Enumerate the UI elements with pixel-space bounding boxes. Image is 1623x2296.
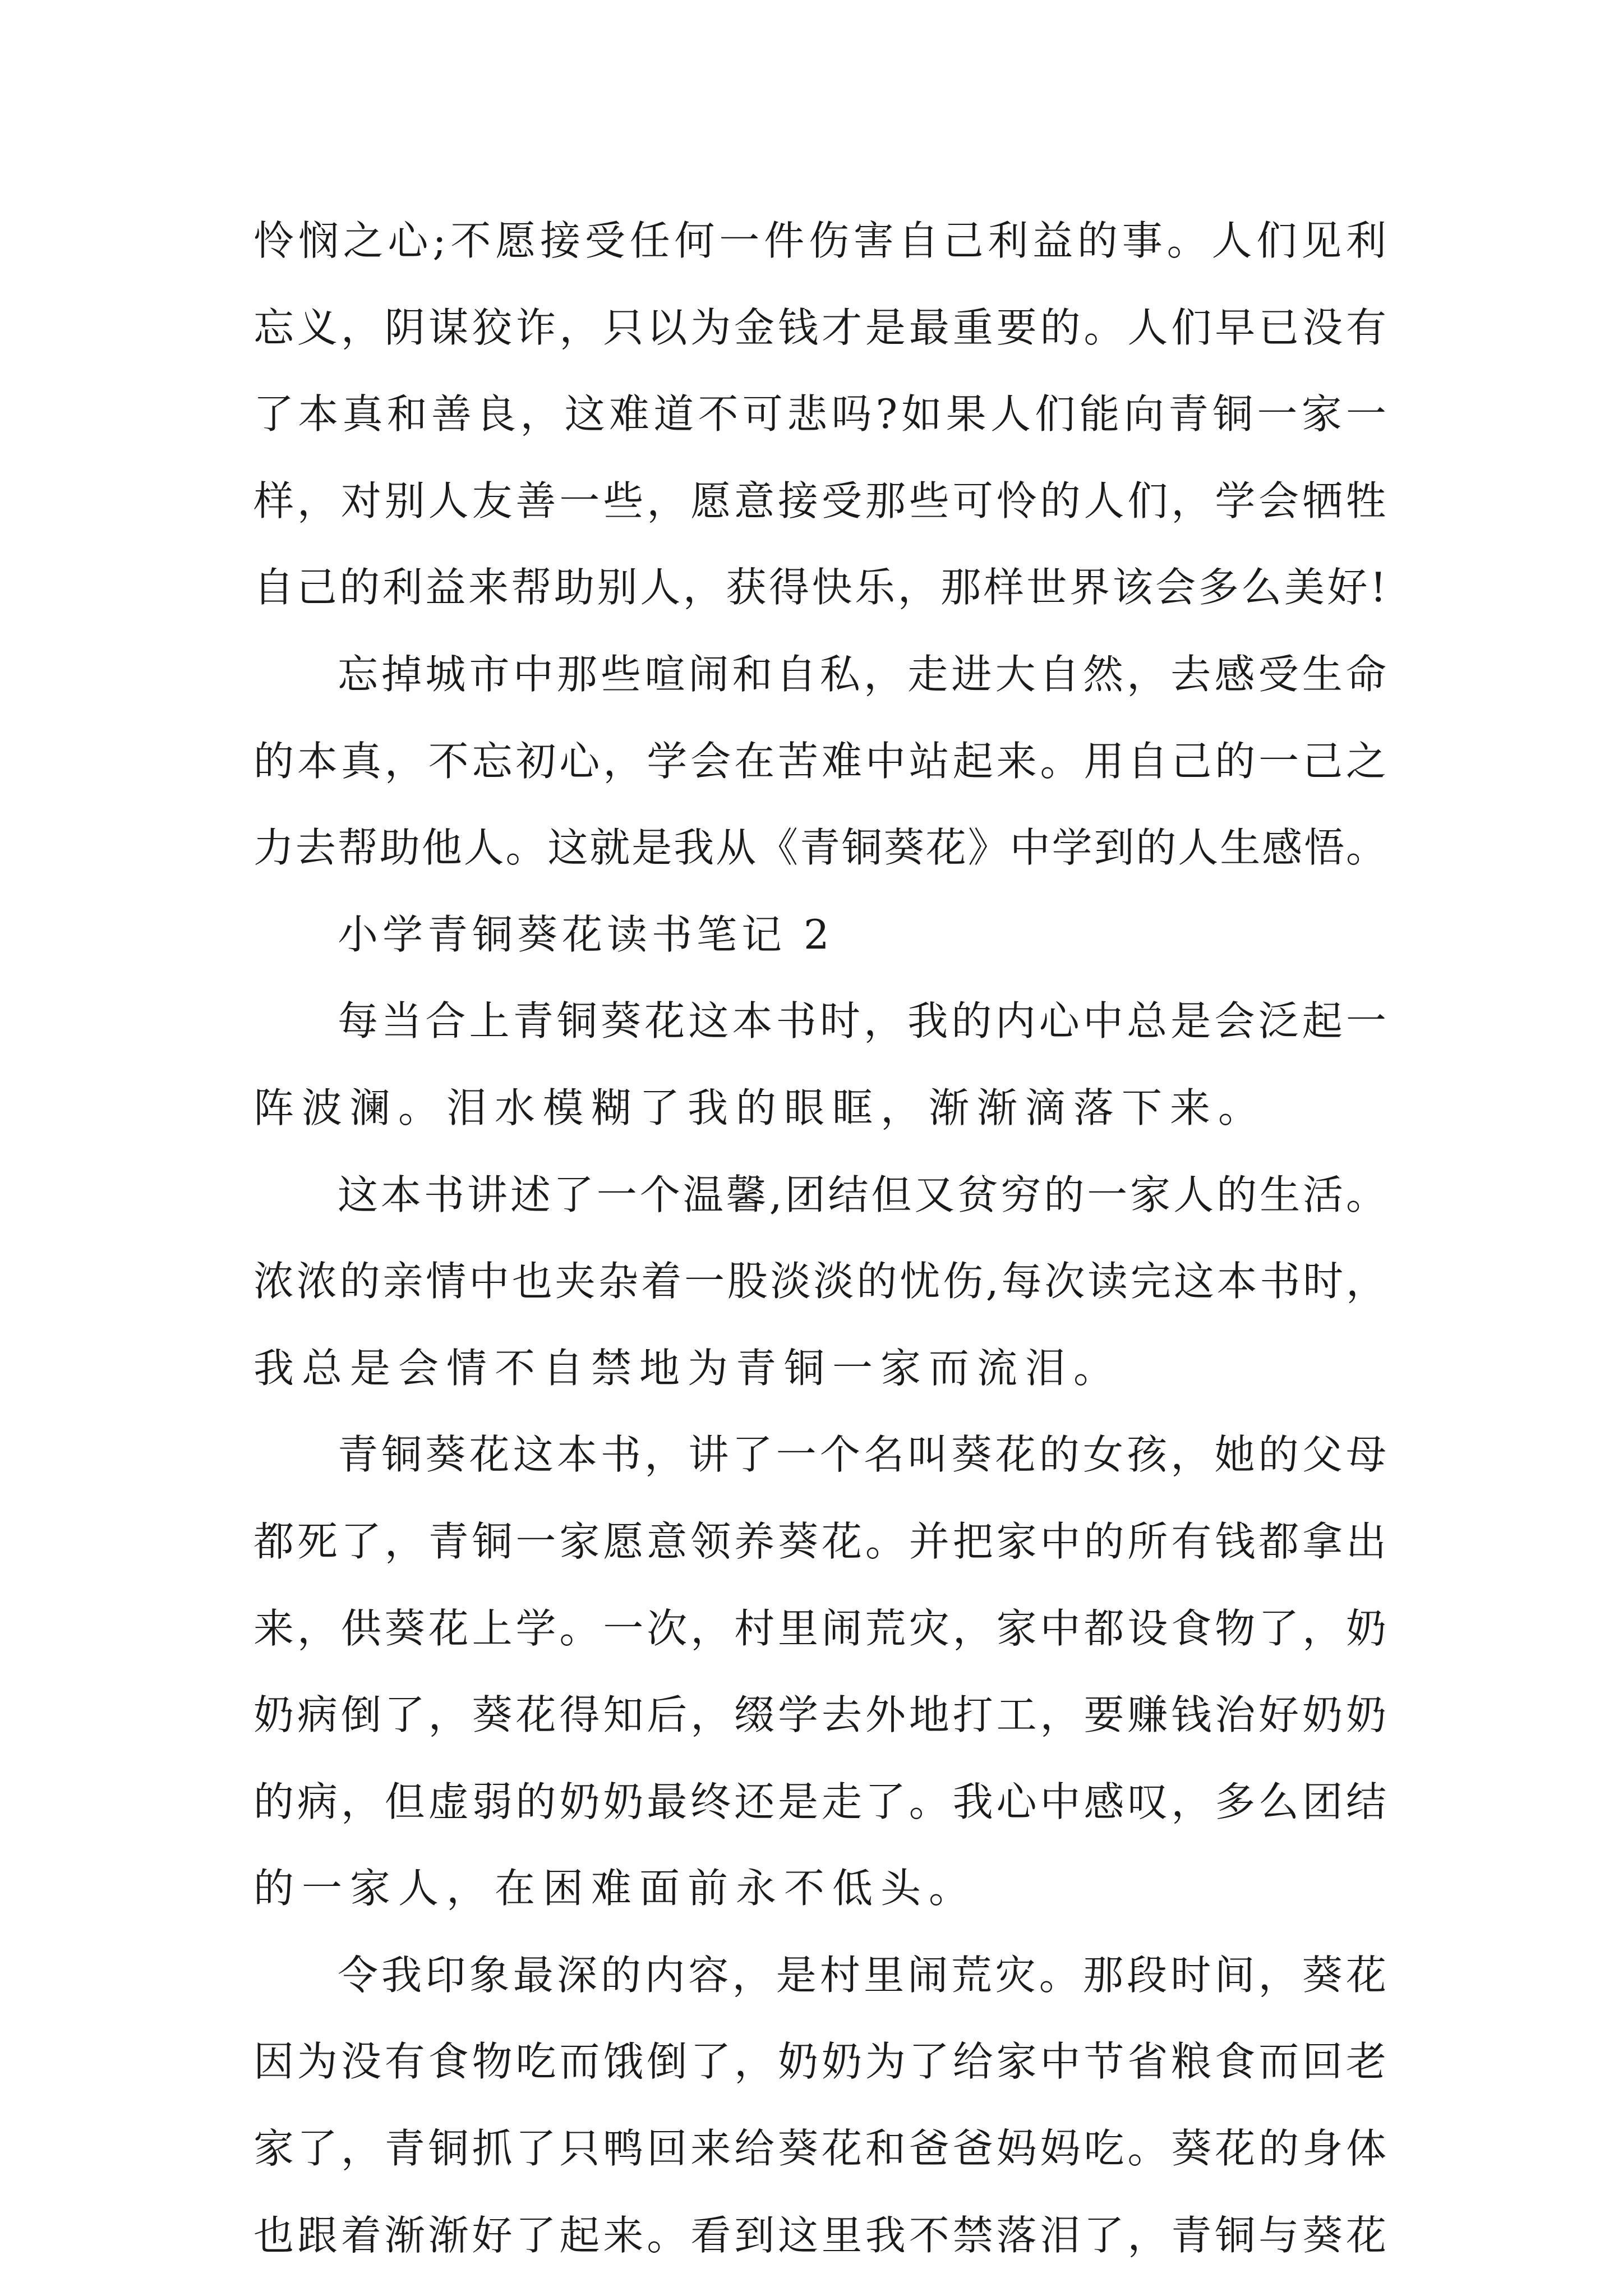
text-line: 的一家人，在困难面前永不低头。 [253, 1865, 978, 1912]
body-text [253, 197, 1386, 2279]
text-line: 因为没有食物吃而饿倒了，奶奶为了给家中节省粮食而回老 [253, 2038, 1386, 2086]
paragraph-start: 令我印象最深的内容，是村里闹荒灾。那段时间，葵花 [338, 1951, 1386, 1999]
text-line: 来，供葵花上学。一次，村里闹荒灾，家中都设食物了，奶 [253, 1604, 1386, 1652]
text-line: 忘义，阴谋狡诈，只以为金钱才是最重要的。人们早已没有 [253, 303, 1386, 351]
text-line: 了本真和善良，这难道不可悲吗?如果人们能向青铜一家一 [253, 390, 1386, 438]
text-line: 奶病倒了，葵花得知后，缀学去外地打工，要赚钱治好奶奶 [253, 1691, 1386, 1739]
text-line: 的病，但虚弱的奶奶最终还是走了。我心中感叹，多么团结 [253, 1778, 1386, 1825]
paragraph-start: 忘掉城市中那些喧闹和自私，走进大自然，去感受生命 [338, 650, 1386, 698]
text-line: 也跟着渐渐好了起来。看到这里我不禁落泪了，青铜与葵花 [253, 2211, 1386, 2259]
text-line: 家了，青铜抓了只鸭回来给葵花和爸爸妈妈吃。葵花的身体 [253, 2125, 1386, 2173]
text-line: 力去帮助他人。这就是我从《青铜葵花》中学到的人生感悟。 [253, 824, 1386, 872]
text-line: 自己的利益来帮助别人，获得快乐，那样世界该会多么美好! [253, 564, 1386, 611]
text-line: 怜悯之心;不愿接受任何一件伤害自己利益的事。人们见利 [253, 217, 1386, 264]
text-line: 浓浓的亲情中也夹杂着一股淡淡的忧伤,每次读完这本书时， [253, 1258, 1386, 1305]
paragraph-start: 每当合上青铜葵花这本书时，我的内心中总是会泛起一 [338, 997, 1386, 1045]
text-line: 样，对别人友善一些，愿意接受那些可怜的人们，学会牺牲 [253, 477, 1386, 524]
text-line: 都死了，青铜一家愿意领养葵花。并把家中的所有钱都拿出 [253, 1517, 1386, 1565]
text-line: 我总是会情不自禁地为青铜一家而流泪。 [253, 1344, 1122, 1392]
text-line: 的本真，不忘初心，学会在苦难中站起来。用自己的一己之 [253, 737, 1386, 785]
text-line: 阵波澜。泪水模糊了我的眼眶，渐渐滴落下来。 [253, 1084, 1267, 1131]
section-heading: 小学青铜葵花读书笔记 2 [338, 910, 834, 958]
paragraph-start: 青铜葵花这本书，讲了一个名叫葵花的女孩，她的父母 [338, 1431, 1386, 1479]
paragraph-start: 这本书讲述了一个温馨,团结但又贫穷的一家人的生活。 [338, 1171, 1386, 1218]
